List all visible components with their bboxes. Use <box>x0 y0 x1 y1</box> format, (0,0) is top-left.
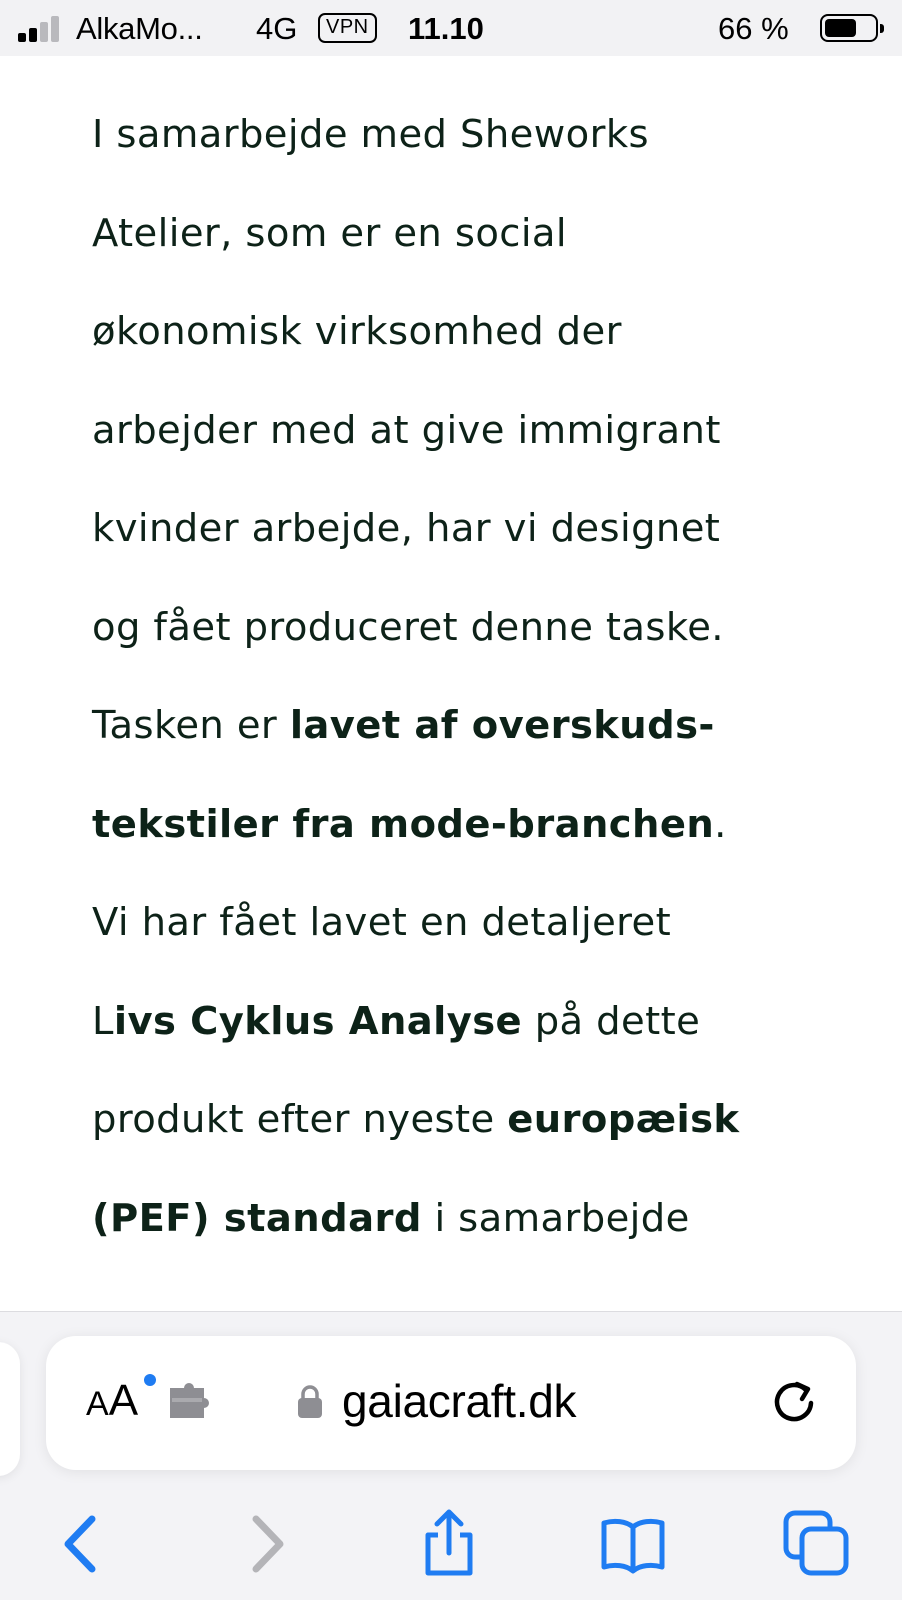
aa-big-label: A <box>108 1376 139 1425</box>
article-text: og fået produceret denne taske. <box>92 604 724 650</box>
article-text: i samarbejde <box>421 1195 690 1241</box>
chevron-left-icon[interactable] <box>48 1509 118 1579</box>
article-line <box>92 86 852 185</box>
article-line <box>92 480 852 579</box>
battery-icon <box>820 14 878 42</box>
article-line <box>92 677 852 776</box>
browser-toolbar <box>0 1487 902 1597</box>
article-bold-text: europæisk <box>507 1097 740 1142</box>
address-bar[interactable] <box>46 1336 856 1470</box>
lock-icon <box>296 1384 324 1420</box>
notification-dot <box>144 1374 156 1386</box>
article-text: økonomisk virksomhed der <box>92 309 622 354</box>
book-icon[interactable] <box>598 1509 668 1579</box>
article-text: I samarbejde med Sheworks <box>92 112 649 157</box>
article-text: Atelier, som er en social <box>92 210 568 256</box>
article-line <box>92 382 852 481</box>
article-text: på dette <box>522 998 701 1044</box>
article-bold-text: (PEF) standard <box>92 1195 422 1241</box>
article-line <box>92 1170 852 1269</box>
share-icon[interactable] <box>414 1509 484 1579</box>
puzzle-icon[interactable] <box>166 1382 216 1422</box>
chevron-right-icon[interactable] <box>230 1509 300 1579</box>
tabs-icon[interactable] <box>782 1509 852 1579</box>
status-bar <box>0 0 902 56</box>
article-line <box>92 776 852 875</box>
browser-chrome <box>0 1311 902 1600</box>
previous-tab-card[interactable] <box>0 1342 20 1476</box>
article-line <box>92 973 852 1072</box>
article-bold-text: ivs Cyklus Analyse <box>113 998 523 1044</box>
article-line <box>92 185 852 284</box>
carrier-name: AlkaMo... <box>76 11 203 46</box>
page-settings-button[interactable] <box>86 1376 138 1426</box>
battery-fill <box>825 19 856 37</box>
article-line <box>92 579 852 678</box>
article-text: . <box>714 801 727 847</box>
article-bold-text: lavet af overskuds- <box>289 703 715 748</box>
article-text: L <box>92 998 114 1044</box>
article-line <box>92 283 852 382</box>
article-text: kvinder arbejde, har vi designet <box>92 506 721 551</box>
cellular-signal-icon <box>18 14 64 42</box>
article-line <box>92 874 852 973</box>
article-bold-text: tekstiler fra mode-branchen <box>92 801 715 847</box>
article-text: produkt efter nyeste <box>92 1097 508 1142</box>
article-body <box>92 86 852 1268</box>
battery-percent: 66 % <box>718 11 789 46</box>
vpn-badge: VPN <box>318 13 377 43</box>
url-text[interactable]: gaiacraft.dk <box>342 1375 577 1427</box>
reload-icon[interactable] <box>768 1376 820 1428</box>
article-text: Tasken er <box>92 703 290 748</box>
network-type: 4G <box>256 11 298 46</box>
status-time: 11.10 <box>408 11 484 46</box>
aa-small-label: A <box>86 1385 109 1423</box>
article-text: Vi har fået lavet en detaljeret <box>92 900 672 945</box>
article-line <box>92 1071 852 1170</box>
article-text: arbejder med at give immigrant <box>92 407 721 453</box>
